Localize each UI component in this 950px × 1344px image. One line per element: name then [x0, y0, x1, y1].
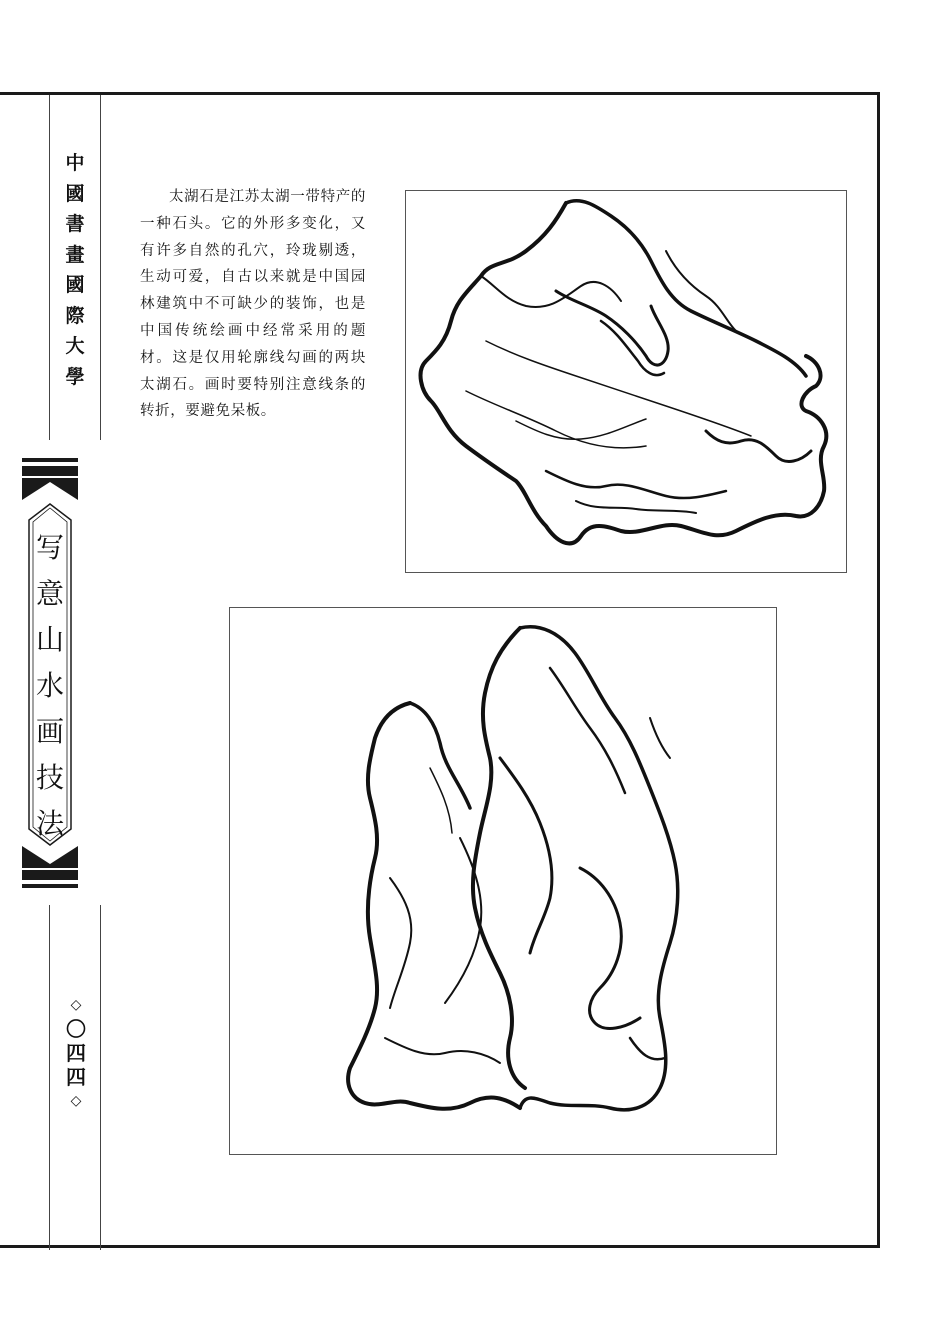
illustration-taihu-rock-1	[405, 190, 847, 573]
taihu-rock-drawing	[230, 608, 776, 1154]
page-digit: 四	[66, 1065, 86, 1089]
chapter-char: 意	[35, 577, 64, 610]
series-char: 畫	[65, 243, 85, 266]
chapter-char: 画	[35, 715, 64, 748]
series-char: 大	[65, 335, 85, 357]
diamond-icon: ◇	[70, 997, 82, 1013]
chapter-bar-top-2	[22, 466, 78, 476]
page-digit: 〇	[66, 1017, 86, 1041]
chapter-bar-top-1	[22, 458, 78, 462]
body-paragraph: 太湖石是江苏太湖一带特产的一种石头。它的外形多变化，又有许多自然的孔穴，玲珑剔透，生动可爱，自古以来就是中国园林建筑中不可缺少的装饰，也是中国传统绘画中经常采用的题材。这是仅用轮廓线勾画的两块太湖石。画时要特别注意线条的转折，要避免呆板。	[140, 189, 366, 420]
series-char: 國	[65, 274, 85, 296]
chapter-bar-bottom-2	[22, 884, 78, 888]
series-char: 際	[65, 304, 85, 327]
taihu-rock-drawing	[406, 191, 846, 572]
diamond-icon: ◇	[70, 1093, 82, 1109]
chapter-char: 法	[35, 807, 64, 840]
chapter-bar-bottom-1	[22, 870, 78, 880]
chapter-char: 写	[35, 531, 64, 564]
chapter-char: 技	[35, 761, 64, 794]
page-digit: 四	[66, 1041, 86, 1065]
chapter-chevron-top	[22, 478, 78, 500]
series-char: 學	[65, 365, 85, 388]
chapter-char: 山	[35, 623, 64, 656]
series-char: 中	[65, 152, 85, 174]
chapter-char: 水	[35, 669, 64, 702]
chapter-title	[27, 525, 73, 847]
series-char: 書	[65, 213, 85, 235]
series-char: 國	[65, 182, 85, 205]
series-title	[60, 148, 90, 392]
page-number	[63, 993, 89, 1113]
chapter-chevron-bottom	[22, 846, 78, 868]
illustration-taihu-rock-2	[229, 607, 777, 1155]
